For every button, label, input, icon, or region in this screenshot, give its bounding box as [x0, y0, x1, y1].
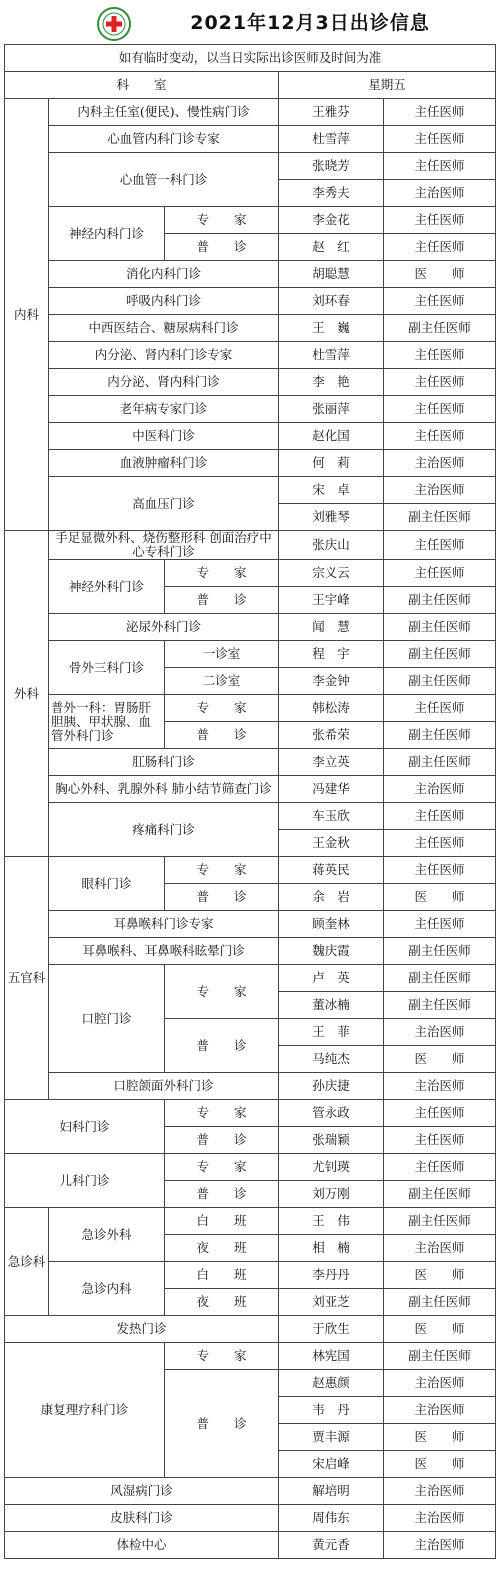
- sub-cell: 普 诊: [165, 884, 279, 911]
- doctor-cell: 相 楠: [279, 1235, 384, 1262]
- doctor-cell: 张瑞颖: [279, 1127, 384, 1154]
- doctor-cell: 李 艳: [279, 369, 384, 396]
- title-cell: 医 师: [384, 261, 496, 288]
- dept-cell: 眼科门诊: [49, 857, 165, 911]
- doctor-cell: 韦 丹: [279, 1397, 384, 1424]
- title-cell: 副主任医师: [384, 504, 496, 531]
- title-cell: 主任医师: [384, 1127, 496, 1154]
- table-row: [5, 369, 496, 396]
- dept-cell: 儿科门诊: [5, 1154, 165, 1208]
- doctor-cell: 顾奎林: [279, 911, 384, 938]
- dept-cell: 中医科门诊: [49, 423, 279, 450]
- doctor-cell: 宗义云: [279, 560, 384, 587]
- doctor-cell: 董冰楠: [279, 992, 384, 1019]
- dept-cell: 普外一科：胃肠肝胆胰、甲状腺、血管外科门诊: [49, 695, 165, 749]
- dept-cell: 血液肿瘤科门诊: [49, 450, 279, 477]
- table-row: [5, 396, 496, 423]
- title-cell: 副主任医师: [384, 965, 496, 992]
- sub-cell: 普 诊: [165, 722, 279, 749]
- sub-cell: 专 家: [165, 965, 279, 1019]
- table-row: [5, 695, 496, 722]
- doctor-cell: 刘雅琴: [279, 504, 384, 531]
- doctor-cell: 闻 慧: [279, 614, 384, 641]
- title-cell: 主治医师: [384, 477, 496, 504]
- table-row: [5, 614, 496, 641]
- table-row: [5, 560, 496, 587]
- title-cell: 主治医师: [384, 1073, 496, 1100]
- doctor-cell: 张晓芳: [279, 153, 384, 180]
- sub-cell: 专 家: [165, 857, 279, 884]
- doctor-cell: 王宇峰: [279, 587, 384, 614]
- title-cell: 副主任医师: [384, 315, 496, 342]
- doctor-cell: 魏庆霞: [279, 938, 384, 965]
- title-cell: 主任医师: [384, 911, 496, 938]
- doctor-cell: 余 岩: [279, 884, 384, 911]
- doctor-cell: 王 菲: [279, 1019, 384, 1046]
- dept-cell: 急诊外科: [49, 1208, 165, 1262]
- sub-cell: 普 诊: [165, 587, 279, 614]
- table-row: [5, 857, 496, 884]
- dept-cell: 发热门诊: [5, 1316, 279, 1343]
- dept-cell: 骨外三科门诊: [49, 641, 165, 695]
- title-cell: 主任医师: [384, 830, 496, 857]
- category-label-neike: 内科: [5, 99, 49, 531]
- table-row: [5, 776, 496, 803]
- sub-cell: 普 诊: [165, 1181, 279, 1208]
- title-cell: 主任医师: [384, 857, 496, 884]
- title-cell: 主治医师: [384, 1505, 496, 1532]
- header-row: [5, 72, 496, 99]
- title-cell: 主任医师: [384, 153, 496, 180]
- table-row: [5, 261, 496, 288]
- doctor-cell: 杜雪萍: [279, 126, 384, 153]
- table-row: [5, 1073, 496, 1100]
- sub-cell: 普 诊: [165, 234, 279, 261]
- table-row: [5, 803, 496, 830]
- title-cell: 副主任医师: [384, 722, 496, 749]
- sub-cell: 普 诊: [165, 1127, 279, 1154]
- table-row: [5, 1505, 496, 1532]
- dept-cell: 胸心外科、乳腺外科 肺小结节筛查门诊: [49, 776, 279, 803]
- table-row: [5, 1316, 496, 1343]
- doctor-cell: 尤钊瑛: [279, 1154, 384, 1181]
- doctor-cell: 李金钟: [279, 668, 384, 695]
- category-label-waike: 外科: [5, 531, 49, 857]
- title-cell: 主任医师: [384, 531, 496, 560]
- sub-cell: 一诊室: [165, 641, 279, 668]
- table-row: [5, 342, 496, 369]
- title-cell: 主任医师: [384, 288, 496, 315]
- title-cell: 主任医师: [384, 99, 496, 126]
- doctor-cell: 黄元香: [279, 1532, 384, 1559]
- sub-cell: 专 家: [165, 1100, 279, 1127]
- title-cell: 主任医师: [384, 1154, 496, 1181]
- table-row: [5, 641, 496, 668]
- doctor-cell: 李秀夫: [279, 180, 384, 207]
- doctor-cell: 程 宇: [279, 641, 384, 668]
- title-cell: 副主任医师: [384, 1181, 496, 1208]
- doctor-cell: 刘万刚: [279, 1181, 384, 1208]
- dept-cell: 中西医结合、糖尿病科门诊: [49, 315, 279, 342]
- title-cell: 主任医师: [384, 803, 496, 830]
- dept-cell: 体检中心: [5, 1532, 279, 1559]
- doctor-cell: 林宪国: [279, 1343, 384, 1370]
- doctor-cell: 王雅芬: [279, 99, 384, 126]
- title-cell: 主治医师: [384, 1532, 496, 1559]
- category-label-jizhen: 急诊科: [5, 1208, 49, 1316]
- sub-cell: 白 班: [165, 1208, 279, 1235]
- dept-cell: 康复理疗科门诊: [5, 1343, 165, 1478]
- table-row: [5, 423, 496, 450]
- doctor-cell: 赵惠颜: [279, 1370, 384, 1397]
- title-cell: 医 师: [384, 884, 496, 911]
- doctor-cell: 王 伟: [279, 1208, 384, 1235]
- category-label-wuguan: 五官科: [5, 857, 49, 1100]
- sub-cell: 专 家: [165, 1154, 279, 1181]
- table-row: [5, 126, 496, 153]
- doctor-cell: 蒋英民: [279, 857, 384, 884]
- table-row: [5, 99, 496, 126]
- doctor-cell: 何 莉: [279, 450, 384, 477]
- title-cell: 副主任医师: [384, 614, 496, 641]
- title-cell: 副主任医师: [384, 938, 496, 965]
- doctor-cell: 刘环春: [279, 288, 384, 315]
- dept-cell: 耳鼻喉科、耳鼻喉科眩晕门诊: [49, 938, 279, 965]
- dept-cell: 神经外科门诊: [49, 560, 165, 614]
- table-row: [5, 1343, 496, 1370]
- title-cell: 主治医师: [384, 1019, 496, 1046]
- dept-cell: 心血管一科门诊: [49, 153, 279, 207]
- table-row: [5, 1262, 496, 1289]
- doctor-cell: 张丽萍: [279, 396, 384, 423]
- table-row: [5, 1208, 496, 1235]
- dept-cell: 消化内科门诊: [49, 261, 279, 288]
- dept-cell: 内分泌、肾内科门诊: [49, 369, 279, 396]
- title-cell: 主任医师: [384, 423, 496, 450]
- doctor-cell: 李立英: [279, 749, 384, 776]
- table-row: [5, 1154, 496, 1181]
- sub-cell: 普 诊: [165, 1370, 279, 1478]
- title-cell: 主任医师: [384, 560, 496, 587]
- table-row: [5, 1478, 496, 1505]
- table-row: [5, 911, 496, 938]
- dept-cell: 妇科门诊: [5, 1100, 165, 1154]
- table-row: [5, 965, 496, 992]
- sub-cell: 夜 班: [165, 1235, 279, 1262]
- title-cell: 主任医师: [384, 369, 496, 396]
- title-cell: 副主任医师: [384, 749, 496, 776]
- title-cell: 主任医师: [384, 234, 496, 261]
- doctor-cell: 贾丰源: [279, 1424, 384, 1451]
- title-cell: 主治医师: [384, 1478, 496, 1505]
- doctor-cell: 于欣生: [279, 1316, 384, 1343]
- table-row: [5, 315, 496, 342]
- dept-cell: 老年病专家门诊: [49, 396, 279, 423]
- table-row: [5, 1532, 496, 1559]
- doctor-cell: 胡聪慧: [279, 261, 384, 288]
- doctor-cell: 车玉欣: [279, 803, 384, 830]
- dept-cell: 疼痛科门诊: [49, 803, 279, 857]
- title-cell: 医 师: [384, 1262, 496, 1289]
- notice-row: [5, 45, 496, 72]
- title-cell: 副主任医师: [384, 1208, 496, 1235]
- dept-cell: 高血压门诊: [49, 477, 279, 531]
- dept-cell: 内科主任室(便民)、慢性病门诊: [49, 99, 279, 126]
- doctor-cell: 韩松涛: [279, 695, 384, 722]
- dept-cell: 手足显微外科、烧伤整形科 创面治疗中心专科门诊: [49, 531, 279, 560]
- sub-cell: 专 家: [165, 207, 279, 234]
- sub-cell: 白 班: [165, 1262, 279, 1289]
- dept-cell: 神经内科门诊: [49, 207, 165, 261]
- doctor-cell: 王金秋: [279, 830, 384, 857]
- table-row: [5, 288, 496, 315]
- notice-text: 如有临时变动，以当日实际出诊医师及时间为准: [5, 45, 496, 72]
- title-cell: 副主任医师: [384, 1343, 496, 1370]
- title-cell: 主治医师: [384, 1370, 496, 1397]
- dept-cell: 耳鼻喉科门诊专家: [49, 911, 279, 938]
- dept-cell: 泌尿外科门诊: [49, 614, 279, 641]
- doctor-cell: 张庆山: [279, 531, 384, 560]
- dept-cell: 口腔颌面外科门诊: [49, 1073, 279, 1100]
- table-row: [5, 938, 496, 965]
- doctor-cell: 管永政: [279, 1100, 384, 1127]
- dept-cell: 皮肤科门诊: [5, 1505, 279, 1532]
- doctor-cell: 宋 卓: [279, 477, 384, 504]
- doctor-cell: 张希荣: [279, 722, 384, 749]
- title-cell: 主治医师: [384, 776, 496, 803]
- doctor-cell: 刘亚芝: [279, 1289, 384, 1316]
- dept-cell: 口腔门诊: [49, 965, 165, 1073]
- column-header-dept: 科 室: [5, 72, 279, 99]
- dept-cell: 风湿病门诊: [5, 1478, 279, 1505]
- title-cell: 医 师: [384, 1451, 496, 1478]
- doctor-cell: 冯建华: [279, 776, 384, 803]
- title-cell: 副主任医师: [384, 992, 496, 1019]
- doctor-cell: 孙庆捷: [279, 1073, 384, 1100]
- title-cell: 主治医师: [384, 180, 496, 207]
- schedule-table: [4, 44, 496, 1559]
- dept-cell: 肛肠科门诊: [49, 749, 279, 776]
- doctor-cell: 马纯杰: [279, 1046, 384, 1073]
- doctor-cell: 周伟东: [279, 1505, 384, 1532]
- title-cell: 主任医师: [384, 126, 496, 153]
- sub-cell: 二诊室: [165, 668, 279, 695]
- title-cell: 副主任医师: [384, 1289, 496, 1316]
- doctor-cell: 杜雪萍: [279, 342, 384, 369]
- title-cell: 主任医师: [384, 342, 496, 369]
- table-row: [5, 450, 496, 477]
- title-cell: 副主任医师: [384, 641, 496, 668]
- sub-cell: 专 家: [165, 560, 279, 587]
- dept-cell: 心血管内科门诊专家: [49, 126, 279, 153]
- title-cell: 主任医师: [384, 1100, 496, 1127]
- doctor-cell: 赵 红: [279, 234, 384, 261]
- table-row: [5, 1100, 496, 1127]
- doctor-cell: 李丹丹: [279, 1262, 384, 1289]
- dept-cell: 内分泌、肾内科门诊专家: [49, 342, 279, 369]
- column-header-day: 星期五: [279, 72, 496, 99]
- dept-cell: 呼吸内科门诊: [49, 288, 279, 315]
- table-row: [5, 531, 496, 560]
- doctor-cell: 解培明: [279, 1478, 384, 1505]
- title-cell: 主治医师: [384, 1397, 496, 1424]
- sub-cell: 专 家: [165, 1343, 279, 1370]
- doctor-cell: 李金花: [279, 207, 384, 234]
- title-cell: 主治医师: [384, 1235, 496, 1262]
- dept-cell: 急诊内科: [49, 1262, 165, 1316]
- title-cell: 医 师: [384, 1316, 496, 1343]
- title-cell: 主任医师: [384, 396, 496, 423]
- title-cell: 副主任医师: [384, 587, 496, 614]
- doctor-cell: 赵化国: [279, 423, 384, 450]
- doctor-cell: 宋启峰: [279, 1451, 384, 1478]
- page-header: [0, 0, 500, 44]
- sub-cell: 专 家: [165, 695, 279, 722]
- title-cell: 主治医师: [384, 450, 496, 477]
- doctor-cell: 卢 英: [279, 965, 384, 992]
- sub-cell: 普 诊: [165, 1019, 279, 1073]
- table-row: [5, 749, 496, 776]
- page-title: 2021年12月3日出诊信息: [190, 12, 430, 34]
- doctor-cell: 王 巍: [279, 315, 384, 342]
- title-cell: 医 师: [384, 1424, 496, 1451]
- table-row: [5, 477, 496, 504]
- table-row: [5, 153, 496, 180]
- sub-cell: 夜 班: [165, 1289, 279, 1316]
- title-cell: 主任医师: [384, 207, 496, 234]
- title-cell: 医 师: [384, 1046, 496, 1073]
- title-cell: 主任医师: [384, 695, 496, 722]
- table-row: [5, 207, 496, 234]
- title-cell: 副主任医师: [384, 668, 496, 695]
